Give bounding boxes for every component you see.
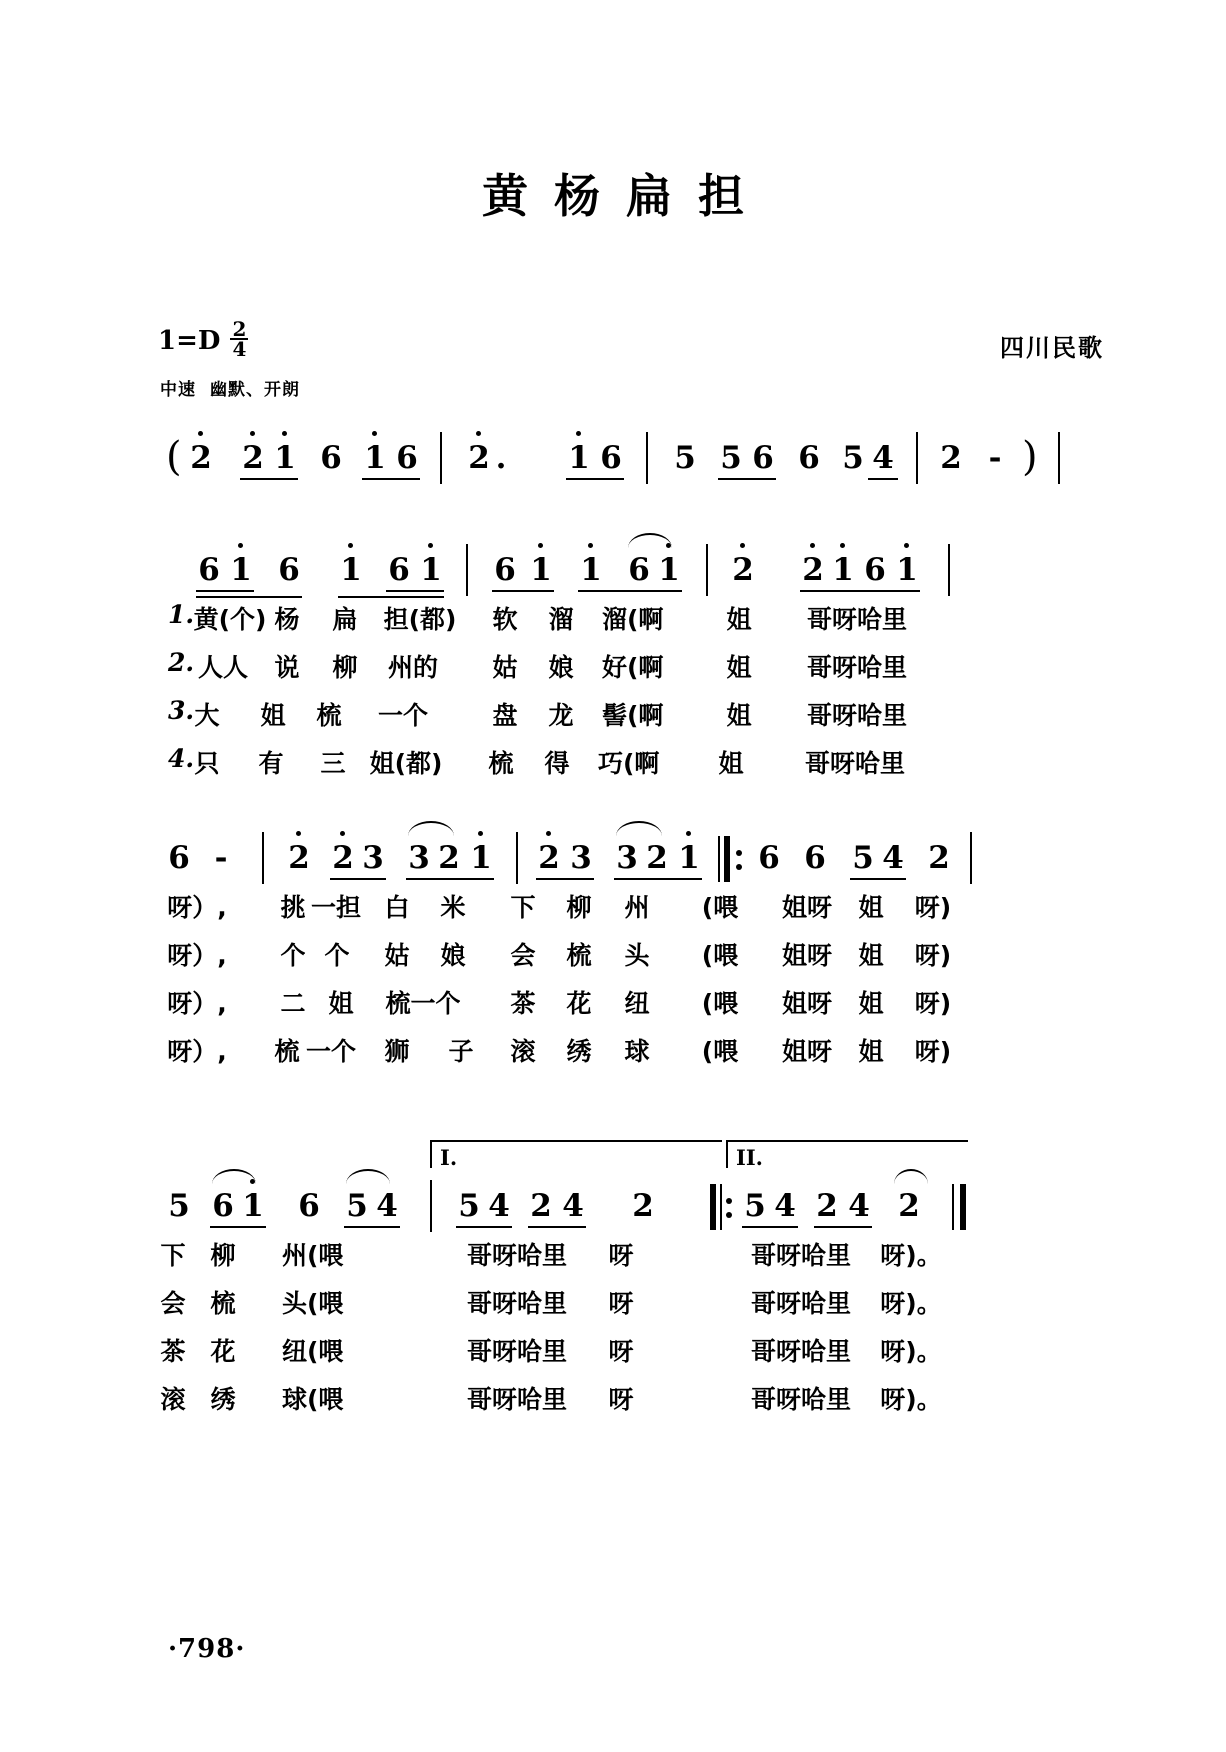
notes-row-2 bbox=[0, 818, 1226, 876]
note-s2-9: 3 bbox=[570, 840, 592, 876]
note-s3-4: 6 bbox=[298, 1188, 320, 1224]
note-s1-1: 6 bbox=[198, 552, 220, 588]
lyric-syllable: (喂 bbox=[701, 1037, 739, 1066]
notes-row-3 bbox=[0, 1166, 1226, 1224]
repeat-barline-s2 bbox=[718, 836, 744, 882]
beam-s3-b bbox=[344, 1226, 400, 1228]
notes-row-1 bbox=[0, 530, 1226, 588]
lyric-syllable: 呀)。 bbox=[880, 1337, 942, 1366]
augmentation-dot-intro: . bbox=[495, 440, 507, 476]
note-s2-6: 2 bbox=[438, 840, 460, 876]
lyric-line-v2 bbox=[0, 648, 1226, 692]
lyric-syllable: 姐呀 bbox=[781, 941, 832, 970]
note-intro-10: 5 bbox=[674, 440, 696, 476]
lyric-syllable: 姐呀 bbox=[781, 893, 832, 922]
note-s3-e1-4: 4 bbox=[562, 1188, 584, 1224]
system-intro bbox=[0, 418, 1226, 480]
lyric-syllable: 哥呀哈里 bbox=[750, 1385, 851, 1414]
lyric-syllable: 州(喂 bbox=[282, 1241, 344, 1270]
lyric-line-s2-v1 bbox=[0, 888, 1226, 932]
lyric-syllable: 哥呀哈里 bbox=[806, 653, 907, 682]
lyric-syllable: 担(都) bbox=[383, 605, 457, 634]
lyric-syllable: 姑 bbox=[384, 941, 410, 970]
note-s1-14: 1 bbox=[832, 552, 854, 588]
note-intro-4: 6 bbox=[320, 440, 342, 476]
verse-number-3: 3. bbox=[168, 696, 195, 725]
beam-s1-b bbox=[196, 596, 302, 598]
meter-numerator: 2 bbox=[232, 317, 247, 341]
lyric-syllable: 米 bbox=[440, 893, 466, 922]
lyric-syllable: 有 bbox=[258, 749, 284, 778]
note-intro-12: 6 bbox=[752, 440, 774, 476]
note-s1-4: 1 bbox=[340, 552, 362, 588]
note-intro-3: 1 bbox=[274, 440, 296, 476]
verse-number-2: 2. bbox=[168, 648, 195, 677]
note-s2-8: 2 bbox=[538, 840, 560, 876]
lyric-syllable: 纽(喂 bbox=[282, 1337, 344, 1366]
lyric-syllable: 花 bbox=[210, 1337, 236, 1366]
lyric-syllable: 杨 bbox=[274, 605, 300, 634]
lyric-syllable: 绣 bbox=[210, 1385, 236, 1414]
beam-s2-a bbox=[330, 878, 386, 880]
lyric-syllable: 茶 bbox=[160, 1337, 186, 1366]
lyric-syllable: 姐 bbox=[328, 989, 354, 1018]
intro-close-paren: ) bbox=[1022, 434, 1038, 480]
volta-bracket-2 bbox=[726, 1140, 968, 1168]
lyric-syllable: 哥呀哈里 bbox=[750, 1337, 851, 1366]
lyric-line-s2-v3 bbox=[0, 984, 1226, 1028]
lyric-syllable: 呀 bbox=[608, 1385, 634, 1414]
lyric-syllable: 子 bbox=[448, 1037, 474, 1066]
lyric-line-s3-v1 bbox=[0, 1236, 1226, 1280]
lyric-syllable: 狮 bbox=[384, 1037, 410, 1066]
note-s1-16: 1 bbox=[896, 552, 918, 588]
beam-s1-g bbox=[800, 590, 920, 592]
lyric-syllable: 个 bbox=[324, 941, 350, 970]
lyric-syllable: 巧(啊 bbox=[598, 749, 660, 778]
lyric-syllable: 哥呀哈里 bbox=[804, 749, 905, 778]
lyric-syllable: 三 bbox=[320, 749, 346, 778]
lyric-syllable: 呀)。 bbox=[880, 1385, 942, 1414]
slur-s2-b bbox=[616, 821, 662, 836]
lyric-syllable: 姑 bbox=[492, 653, 518, 682]
beam-s3-d bbox=[528, 1226, 586, 1228]
note-intro-15: 4 bbox=[872, 440, 894, 476]
note-s3-e1-3: 2 bbox=[530, 1188, 552, 1224]
note-s1-6: 1 bbox=[420, 552, 442, 588]
tempo-and-expression bbox=[160, 375, 300, 400]
system-2 bbox=[0, 818, 1226, 1076]
barline-s2-3 bbox=[970, 832, 972, 884]
lyric-syllable: 好(啊 bbox=[602, 653, 664, 682]
note-s3-e1-2: 4 bbox=[488, 1188, 510, 1224]
lyric-syllable: 呀 bbox=[608, 1337, 634, 1366]
lyric-syllable: 柳 bbox=[566, 893, 592, 922]
lyric-syllable: (喂 bbox=[701, 893, 739, 922]
barline-s1-3 bbox=[948, 544, 950, 596]
lyric-syllable: 人人 bbox=[197, 653, 248, 682]
sustain-dash-intro: - bbox=[988, 440, 1002, 476]
lyric-syllable: 哥呀哈里 bbox=[466, 1385, 567, 1414]
lyric-syllable: 球(喂 bbox=[282, 1385, 344, 1414]
lyric-syllable: 一个 bbox=[377, 701, 428, 730]
lyric-syllable: 髻(啊 bbox=[602, 701, 664, 730]
expression-marking: 幽默、开朗 bbox=[210, 380, 300, 400]
beam-intro-c bbox=[566, 478, 624, 480]
beam-s3-c bbox=[456, 1226, 512, 1228]
lyric-syllable: 绣 bbox=[566, 1037, 592, 1066]
note-intro-14: 5 bbox=[842, 440, 864, 476]
barline-intro-2 bbox=[646, 432, 648, 484]
lyric-line-s3-v3 bbox=[0, 1332, 1226, 1376]
lyric-syllable: 纽 bbox=[624, 989, 650, 1018]
lyric-syllable: 姐 bbox=[260, 701, 286, 730]
beam-s3-a bbox=[210, 1226, 266, 1228]
volta-1-label: I. bbox=[440, 1145, 458, 1170]
lyric-syllable: 个 bbox=[280, 941, 306, 970]
lyric-syllable: 姐 bbox=[858, 989, 884, 1018]
sustain-dash-s2: - bbox=[214, 840, 228, 876]
note-s2-1: 6 bbox=[168, 840, 190, 876]
lyric-syllable: 会 bbox=[510, 941, 536, 970]
note-intro-6: 6 bbox=[396, 440, 418, 476]
lyric-syllable: 姐 bbox=[858, 893, 884, 922]
lyric-syllable: 哥呀哈里 bbox=[466, 1337, 567, 1366]
barline-intro-1 bbox=[440, 432, 442, 484]
barline-intro-3 bbox=[916, 432, 918, 484]
lyric-syllable: 挑 bbox=[280, 893, 306, 922]
note-s3-5: 5 bbox=[346, 1188, 368, 1224]
beam-s2-d bbox=[614, 878, 702, 880]
verse-number-1: 1. bbox=[168, 600, 195, 629]
note-s3-e2-5: 2 bbox=[898, 1188, 920, 1224]
lyric-syllable: 呀 bbox=[608, 1289, 634, 1318]
slur-s3-c bbox=[894, 1169, 928, 1184]
note-s1-10: 6 bbox=[628, 552, 650, 588]
note-s3-1: 5 bbox=[168, 1188, 190, 1224]
key-signature-block bbox=[158, 317, 248, 362]
lyric-syllable: 姐 bbox=[718, 749, 744, 778]
lyric-syllable: 滚 bbox=[510, 1037, 536, 1066]
lyric-syllable: 说 bbox=[274, 653, 300, 682]
beam-s1-f bbox=[578, 590, 682, 592]
beam-intro-d bbox=[718, 478, 776, 480]
note-s2-15: 5 bbox=[852, 840, 874, 876]
lyric-syllable: 州的 bbox=[387, 653, 438, 682]
slur-s2-a bbox=[408, 821, 454, 836]
lyric-syllable: 呀）, bbox=[167, 989, 227, 1018]
beam-s1-e bbox=[492, 590, 554, 592]
note-s2-17: 2 bbox=[928, 840, 950, 876]
note-intro-1: 2 bbox=[190, 440, 212, 476]
lyric-syllable: 州 bbox=[624, 893, 650, 922]
lyric-syllable: 头 bbox=[624, 941, 650, 970]
note-intro-9: 6 bbox=[600, 440, 622, 476]
beam-s3-f bbox=[814, 1226, 872, 1228]
lyric-syllable: 一个 bbox=[305, 1037, 356, 1066]
lyric-syllable: (喂 bbox=[701, 941, 739, 970]
lyric-syllable: 梳 bbox=[316, 701, 342, 730]
barline-s2-1 bbox=[262, 832, 264, 884]
lyric-syllable: 二 bbox=[280, 989, 306, 1018]
note-s3-e2-1: 5 bbox=[744, 1188, 766, 1224]
slur-s1-a bbox=[628, 533, 672, 548]
lyric-line-s2-v2 bbox=[0, 936, 1226, 980]
meter-denominator: 4 bbox=[232, 337, 247, 362]
note-s2-13: 6 bbox=[758, 840, 780, 876]
lyric-syllable: 哥呀哈里 bbox=[806, 701, 907, 730]
lyric-syllable: 梳一个 bbox=[385, 989, 461, 1018]
key-signature: 1=D bbox=[158, 326, 221, 357]
lyric-syllable: 姐 bbox=[726, 701, 752, 730]
lyric-syllable: 下 bbox=[510, 893, 536, 922]
lyric-syllable: (喂 bbox=[701, 989, 739, 1018]
tempo-marking: 中速 bbox=[160, 380, 196, 400]
lyric-line-s3-v4 bbox=[0, 1380, 1226, 1424]
note-s3-e2-4: 4 bbox=[848, 1188, 870, 1224]
lyric-syllable: 下 bbox=[160, 1241, 186, 1270]
note-intro-2: 2 bbox=[242, 440, 264, 476]
notes-row-intro bbox=[0, 418, 1226, 480]
lyric-syllable: 溜(啊 bbox=[602, 605, 664, 634]
note-s2-14: 6 bbox=[804, 840, 826, 876]
beam-s2-e bbox=[850, 878, 906, 880]
note-s3-e2-3: 2 bbox=[816, 1188, 838, 1224]
system-1 bbox=[0, 530, 1226, 788]
slur-s3-b bbox=[346, 1169, 390, 1184]
beam-s3-e bbox=[742, 1226, 798, 1228]
lyric-syllable: 梳 bbox=[566, 941, 592, 970]
note-s2-11: 2 bbox=[646, 840, 668, 876]
lyric-syllable: 扁 bbox=[332, 605, 358, 634]
lyric-line-v3 bbox=[0, 696, 1226, 740]
note-s1-13: 2 bbox=[802, 552, 824, 588]
lyric-syllable: 滚 bbox=[160, 1385, 186, 1414]
final-barline bbox=[952, 1184, 970, 1230]
lyric-syllable: 得 bbox=[544, 749, 570, 778]
repeat-barline-s3 bbox=[710, 1184, 736, 1230]
lyric-syllable: 大 bbox=[194, 701, 220, 730]
note-intro-5: 1 bbox=[364, 440, 386, 476]
lyric-syllable: 姐呀 bbox=[781, 989, 832, 1018]
page-title: 黄杨扁担 bbox=[482, 169, 770, 223]
lyric-line-v4 bbox=[0, 744, 1226, 788]
note-s1-7: 6 bbox=[494, 552, 516, 588]
lyric-syllable: 呀）, bbox=[167, 1037, 227, 1066]
lyric-syllable: 哥呀哈里 bbox=[466, 1289, 567, 1318]
note-s3-e1-1: 5 bbox=[458, 1188, 480, 1224]
note-s2-16: 4 bbox=[882, 840, 904, 876]
lyric-syllable: 哥呀哈里 bbox=[466, 1241, 567, 1270]
volta-bracket-1 bbox=[430, 1140, 722, 1168]
lyric-syllable: 柳 bbox=[210, 1241, 236, 1270]
lyric-syllable: 一担 bbox=[310, 893, 361, 922]
lyric-syllable: 会 bbox=[160, 1289, 186, 1318]
lyric-syllable: 龙 bbox=[548, 701, 574, 730]
beam-intro-e bbox=[868, 478, 898, 480]
note-s1-8: 1 bbox=[530, 552, 552, 588]
note-s3-3: 1 bbox=[242, 1188, 264, 1224]
beam-s1-a bbox=[196, 590, 254, 592]
lyric-syllable: 茶 bbox=[510, 989, 536, 1018]
lyric-syllable: 姐 bbox=[858, 941, 884, 970]
barline-s1-2 bbox=[706, 544, 708, 596]
lyric-syllable: 姐 bbox=[858, 1037, 884, 1066]
lyric-syllable: 呀）, bbox=[167, 941, 227, 970]
barline-s2-2 bbox=[516, 832, 518, 884]
lyric-syllable: 呀)。 bbox=[880, 1289, 942, 1318]
lyric-syllable: 梳 bbox=[274, 1037, 300, 1066]
note-intro-8: 1 bbox=[568, 440, 590, 476]
lyric-line-s2-v4 bbox=[0, 1032, 1226, 1076]
beam-intro-b bbox=[362, 478, 420, 480]
lyric-syllable: 头(喂 bbox=[282, 1289, 344, 1318]
beam-s2-c bbox=[536, 878, 594, 880]
page-number: ·798· bbox=[168, 1634, 246, 1664]
note-s2-2: 2 bbox=[288, 840, 310, 876]
lyric-syllable: 黄(个) bbox=[193, 605, 267, 634]
lyric-syllable: 娘 bbox=[440, 941, 466, 970]
lyric-syllable: 软 bbox=[492, 605, 518, 634]
system-3 bbox=[0, 1140, 1226, 1424]
lyric-syllable: 呀) bbox=[914, 893, 952, 922]
lyric-syllable: 娘 bbox=[548, 653, 574, 682]
note-s2-10: 3 bbox=[616, 840, 638, 876]
verse-number-4: 4. bbox=[168, 744, 195, 773]
note-s1-2: 1 bbox=[230, 552, 252, 588]
note-s2-3: 2 bbox=[332, 840, 354, 876]
lyric-syllable: 梳 bbox=[488, 749, 514, 778]
note-s2-4: 3 bbox=[362, 840, 384, 876]
lyric-syllable: 只 bbox=[194, 749, 220, 778]
lyric-syllable: 哥呀哈里 bbox=[750, 1289, 851, 1318]
beam-s1-c bbox=[386, 590, 444, 592]
note-s2-5: 3 bbox=[408, 840, 430, 876]
lyric-syllable: 哥呀哈里 bbox=[750, 1241, 851, 1270]
lyric-syllable: 呀) bbox=[914, 1037, 952, 1066]
lyric-syllable: 呀 bbox=[608, 1241, 634, 1270]
note-s1-3: 6 bbox=[278, 552, 300, 588]
lyric-syllable: 柳 bbox=[332, 653, 358, 682]
note-s2-7: 1 bbox=[470, 840, 492, 876]
lyric-syllable: 呀) bbox=[914, 989, 952, 1018]
intro-open-paren: ( bbox=[166, 434, 182, 480]
beam-intro-a bbox=[240, 478, 298, 480]
beam-s1-d bbox=[338, 596, 444, 598]
note-s2-12: 1 bbox=[678, 840, 700, 876]
note-intro-16: 2 bbox=[940, 440, 962, 476]
note-s1-12: 2 bbox=[732, 552, 754, 588]
lyric-line-s3-v2 bbox=[0, 1284, 1226, 1328]
attribution: 四川民歌 bbox=[1000, 334, 1104, 362]
barline-s1-1 bbox=[466, 544, 468, 596]
note-s1-11: 1 bbox=[658, 552, 680, 588]
lyric-syllable: 呀) bbox=[914, 941, 952, 970]
lyric-syllable: 花 bbox=[566, 989, 592, 1018]
slur-s3-a bbox=[212, 1169, 256, 1184]
lyric-syllable: 姐 bbox=[726, 653, 752, 682]
note-s3-6: 4 bbox=[376, 1188, 398, 1224]
note-intro-11: 5 bbox=[720, 440, 742, 476]
note-intro-13: 6 bbox=[798, 440, 820, 476]
barline-intro-end bbox=[1058, 432, 1060, 484]
lyric-syllable: 梳 bbox=[210, 1289, 236, 1318]
lyric-syllable: 姐呀 bbox=[781, 1037, 832, 1066]
note-s3-2: 6 bbox=[212, 1188, 234, 1224]
beam-s2-b bbox=[406, 878, 494, 880]
lyric-syllable: 姐 bbox=[726, 605, 752, 634]
lyric-syllable: 盘 bbox=[492, 701, 518, 730]
lyric-line-v1 bbox=[0, 600, 1226, 644]
note-s3-e2-2: 4 bbox=[774, 1188, 796, 1224]
note-s1-5: 6 bbox=[388, 552, 410, 588]
note-intro-7: 2 bbox=[468, 440, 490, 476]
lyric-syllable: 呀）, bbox=[167, 893, 227, 922]
lyric-syllable: 呀)。 bbox=[880, 1241, 942, 1270]
lyric-syllable: 溜 bbox=[548, 605, 574, 634]
note-s1-9: 1 bbox=[580, 552, 602, 588]
note-s3-e1-5: 2 bbox=[632, 1188, 654, 1224]
note-s1-15: 6 bbox=[864, 552, 886, 588]
time-signature bbox=[230, 317, 248, 362]
volta-2-label: II. bbox=[736, 1145, 763, 1170]
lyric-syllable: 哥呀哈里 bbox=[806, 605, 907, 634]
lyric-syllable: 姐(都) bbox=[369, 749, 443, 778]
barline-s3-1 bbox=[430, 1180, 432, 1232]
lyric-syllable: 球 bbox=[624, 1037, 650, 1066]
lyric-syllable: 白 bbox=[384, 893, 410, 922]
